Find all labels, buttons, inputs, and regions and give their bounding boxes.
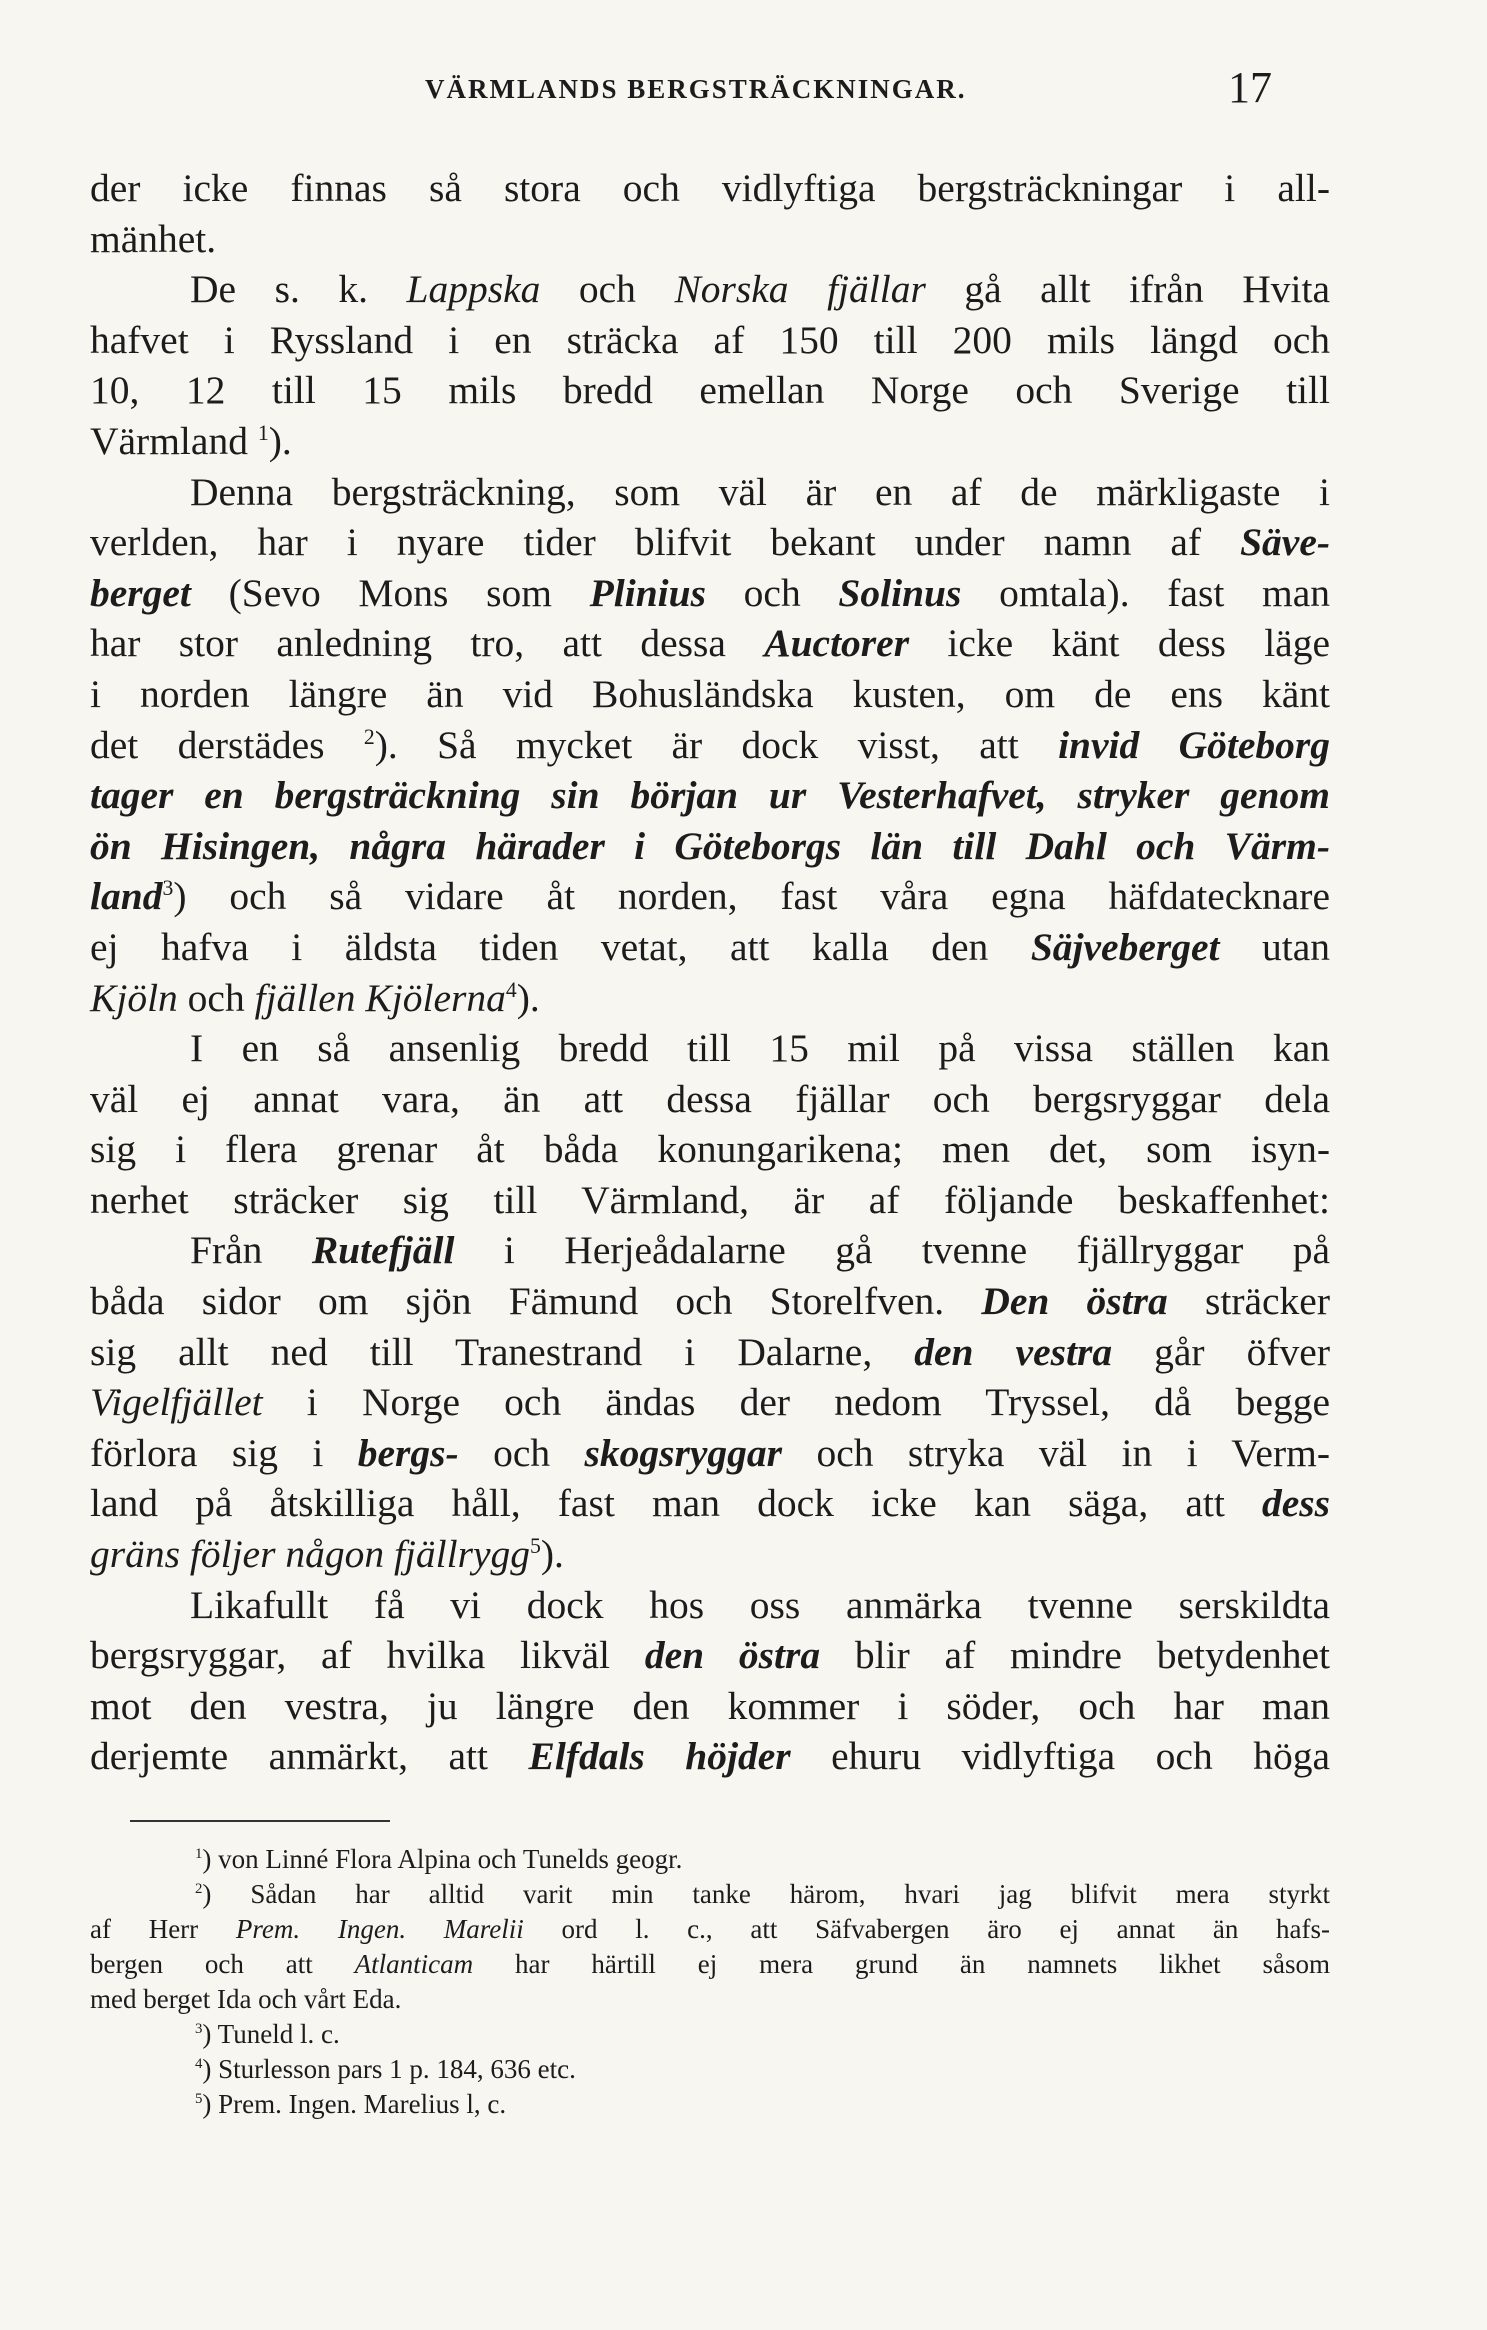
paragraph-3 [90,467,1330,1024]
text-line: bergsryggar, af hvilka likväl den östra blir af mindre betydenhet [90,1633,1331,1678]
text-line: Denna bergsträckning, som väl är en af de märkligaste i [190,469,1330,514]
footnote-rule [130,1820,390,1822]
text-line: 10, 12 till 15 mils bredd emellan Norge och Sverige till [90,368,1330,413]
text-line: land$^3$) och så vidare åt norden, fast våra egna häfdatecknare [90,874,1330,919]
paragraph-5 [90,1225,1330,1579]
footnote-4: $^4$) Sturlesson pars 1 p. 184, 636 etc. [195,2054,576,2084]
text-line: det derstädes $^2$). Så mycket är dock visst, att invid Göteborg [90,722,1330,767]
text-line: båda sidor om sjön Fämund och Storelfven. Den östra sträcker [90,1279,1330,1324]
text-line: har stor anledning tro, att dessa Auctorer icke känt dess läge [90,621,1330,666]
text-line: mot den vestra, ju längre den kommer i söder, och har man [90,1683,1330,1728]
text-line: der icke finnas så stora och vidlyftiga bergsträckningar i all- [90,166,1330,210]
text-line: sig allt ned till Tranestrand i Dalarne, den vestra går öfver [90,1329,1330,1374]
footnote-ref: 3 [162,876,174,901]
text-line: ön Hisingen, några härader i Göteborgs län till Dahl och Värm- [90,823,1330,868]
text-line: Värmland $^1$). [90,418,292,463]
paragraph-6 [90,1580,1330,1782]
text-line: ej hafva i äldsta tiden vetat, att kalla den Säjveberget utan [90,924,1330,969]
paragraph-4 [90,1023,1330,1225]
text-line: De s. k. Lappska och Norska fjällar gå allt ifrån Hvita [190,267,1330,312]
text-line: Vigelfjället i Norge och ändas der nedom Tryssel, då begge [90,1380,1330,1425]
running-title: VÄRMLANDS BERGSTRÄCKNINGAR. [425,74,967,104]
text-line: nerhet sträcker sig till Värmland, är af följande beskaffenhet: [90,1177,1330,1222]
paragraph-2 [90,264,1330,466]
text-line: I en så ansenlig bredd till 15 mil på vissa ställen kan [190,1026,1330,1071]
text-line: Från Rutefjäll i Herjeådalarne gå tvenne fjällryggar på [190,1228,1331,1273]
text-line: berget (Sevo Mons som Plinius och Solinus omtala). fast man [90,570,1330,615]
text-line: mänhet. [90,216,217,261]
page-number: 17 [1228,63,1272,112]
footnotes [90,1842,1330,2122]
text-line: gräns följer någon fjällrygg$^5$). [90,1532,564,1577]
footnote-ref: 5 [530,1533,541,1558]
footnote-ref: 4 [505,977,517,1002]
text-line: land på åtskilliga håll, fast man dock icke kan säga, att dess [90,1481,1330,1526]
text-line: förlora sig i bergs- och skogsryggar och stryka väl in i Verm- [90,1430,1330,1475]
text-line: Likafullt få vi dock hos oss anmärka tvenne serskildta [190,1582,1330,1627]
paragraph-1 [90,163,1330,264]
text-line: sig i flera grenar åt båda konungarikena; men det, som isyn- [90,1127,1330,1172]
text-line: verlden, har i nyare tider blifvit bekant under namn af Säve- [90,520,1330,565]
footnote-2: $^2$) Sådan har alltid varit min tanke härom, hvari jag blifvit mera styrkt [195,1879,1330,1909]
footnote-5: $^5$) Prem. Ingen. Marelius l, c. [195,2089,507,2119]
text-line: derjemte anmärkt, att Elfdals höjder ehuru vidlyftiga och höga [90,1734,1330,1779]
footnote-3: $^3$) Tuneld l. c. [195,2019,340,2049]
footnote-2-line: med berget Ida och vårt Eda. [90,1984,402,2014]
text-line: Kjöln och fjällen Kjölerna$^4$). [90,975,540,1020]
footnote-2-line: af Herr Prem. Ingen. Marelii ord l. c., att Säfvabergen äro ej annat än hafs- [90,1914,1331,1944]
text-line: tager en bergsträckning sin början ur Vesterhafvet, stryker genom [90,773,1330,818]
text-line: hafvet i Ryssland i en sträcka af 150 till 200 mils längd och [90,317,1330,362]
text-line: väl ej annat vara, än att dessa fjällar och bergsryggar dela [90,1076,1330,1121]
footnote-ref: 1 [257,420,269,445]
page-header [0,62,1487,122]
text-line: i norden längre än vid Bohusländska kusten, om de ens känt [90,671,1330,716]
footnote-ref: 2 [363,724,375,749]
footnote-2-line: bergen och att Atlanticam har härtill ej mera grund än namnets likhet såsom [90,1949,1330,1979]
body-text [90,163,1330,1782]
footnote-1: $^1$) von Linné Flora Alpina och Tunelds geogr. [195,1844,683,1874]
